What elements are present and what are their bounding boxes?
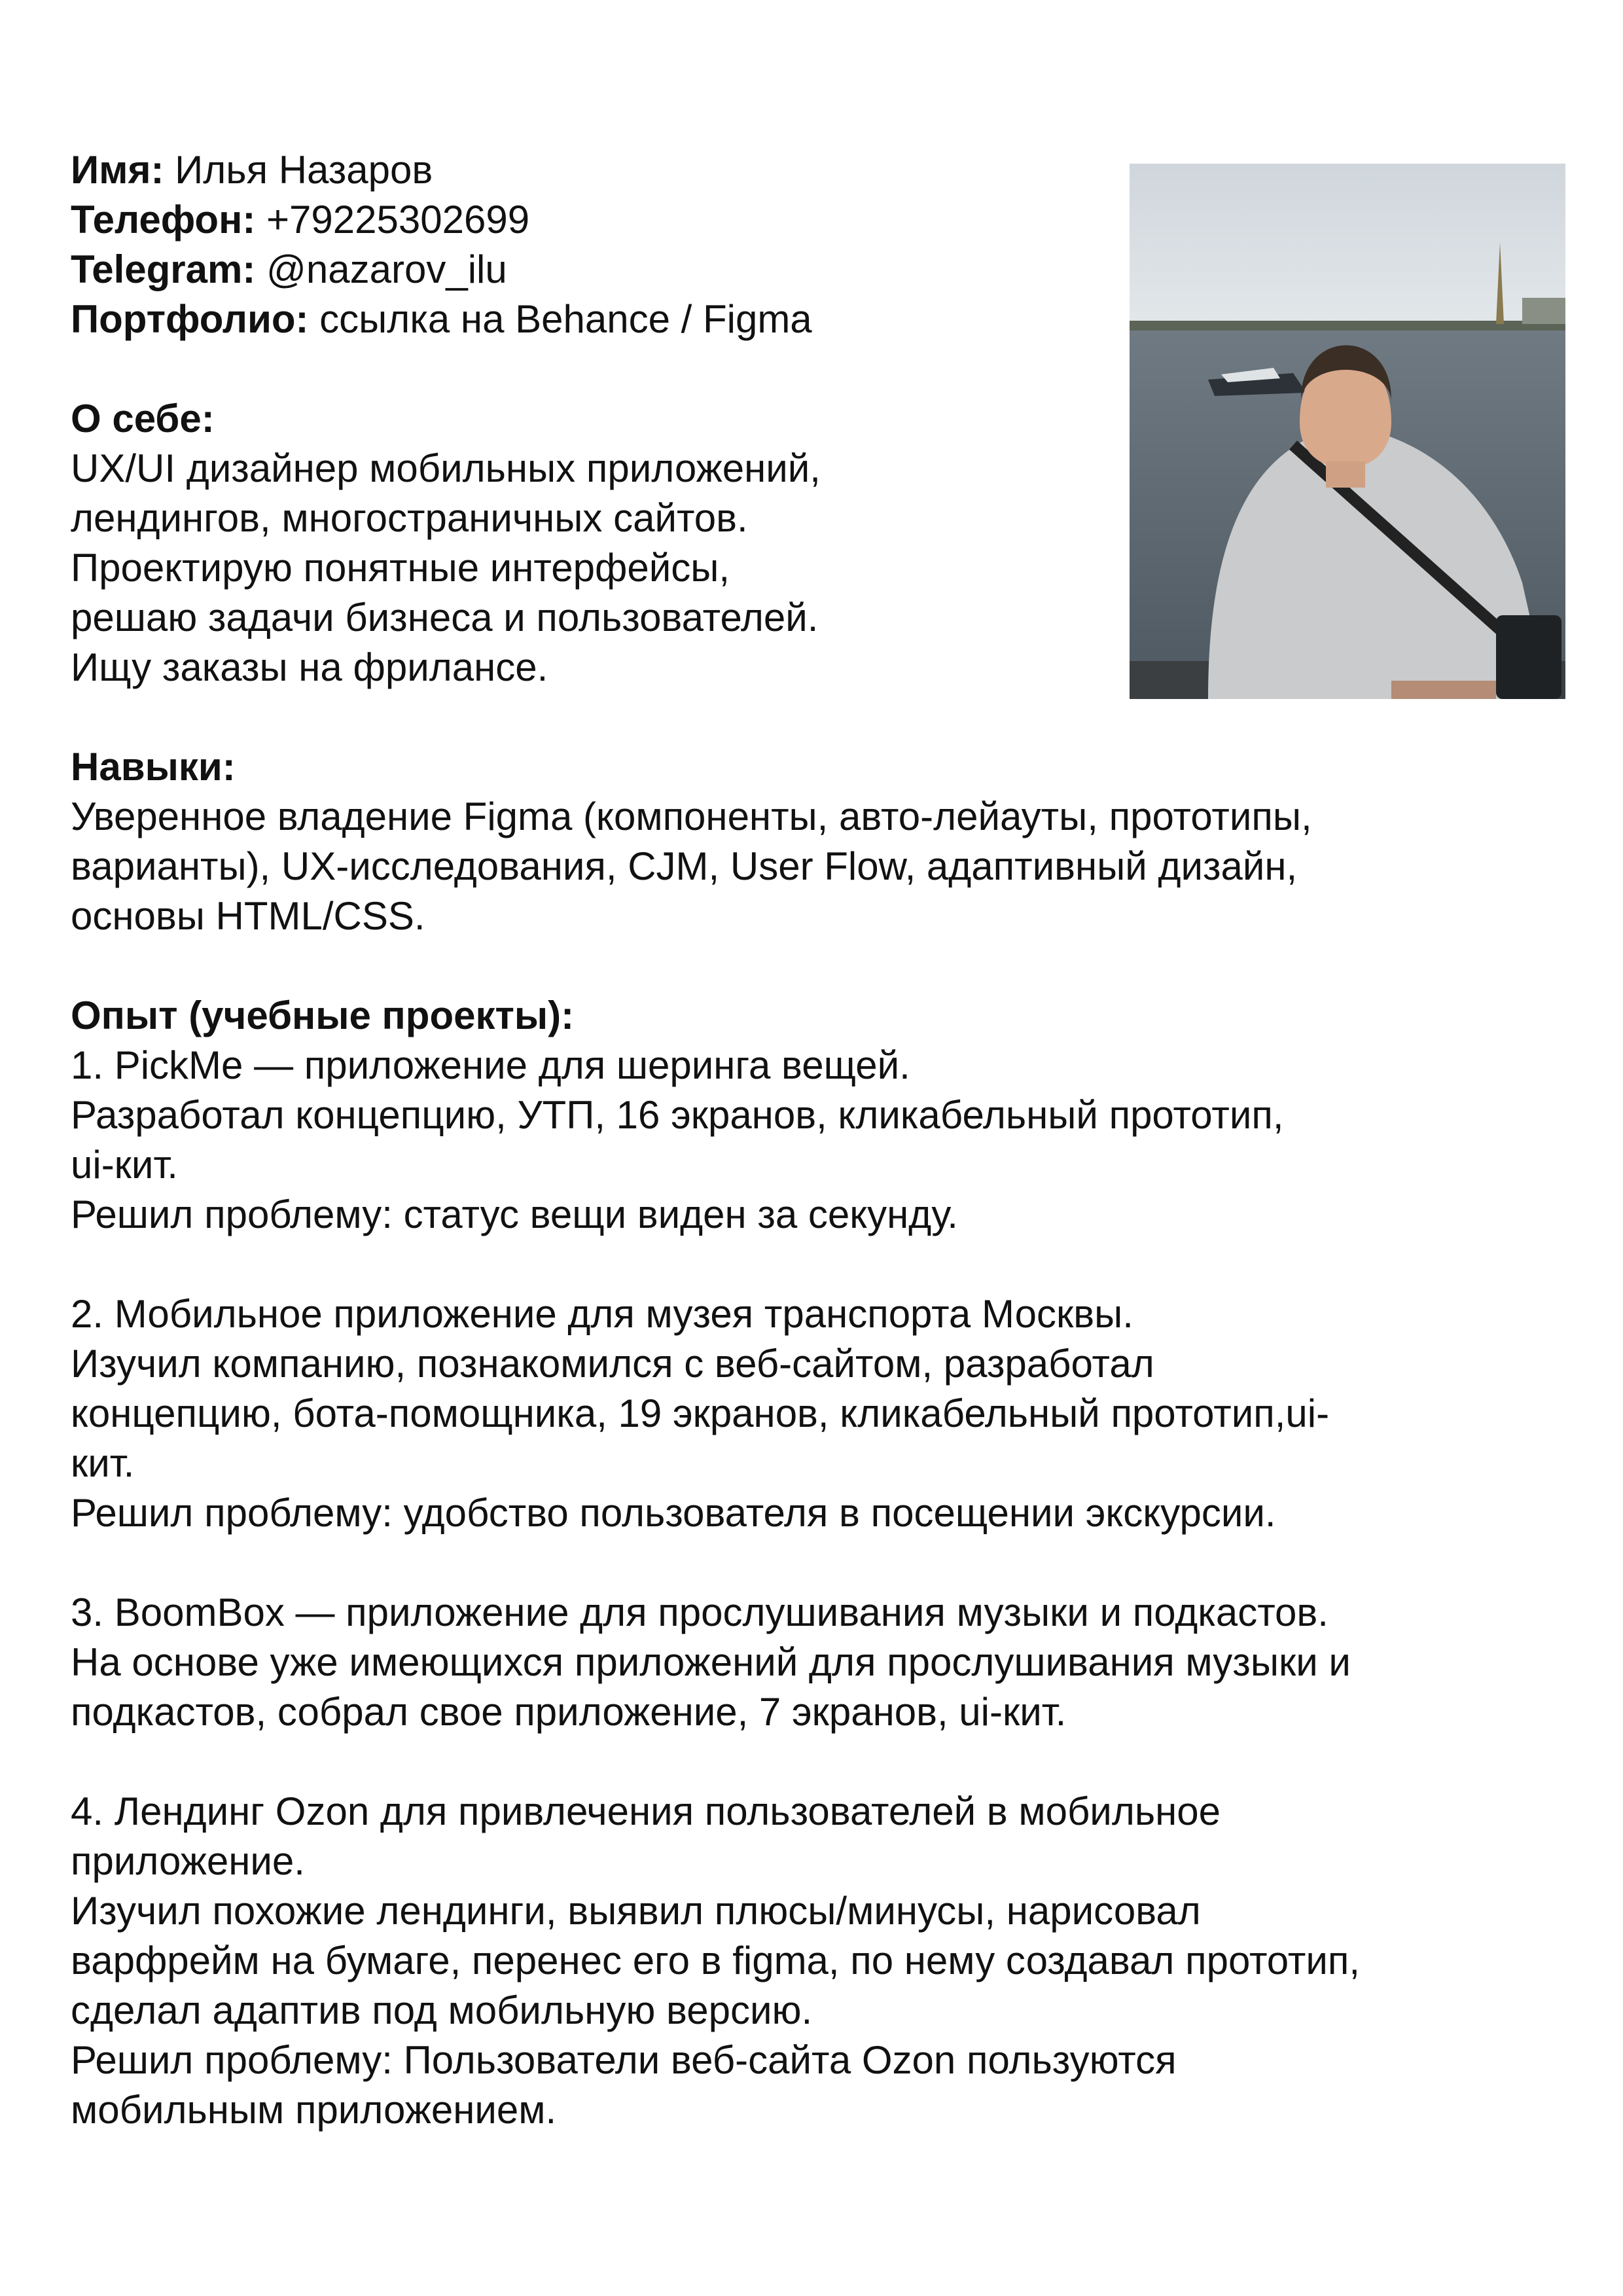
experience-heading: Опыт (учебные проекты): [71, 994, 575, 1037]
project-line: сделал адаптив под мобильную версию. [71, 1988, 813, 2032]
project-line: Изучил похожие лендинги, выявил плюсы/минусы, нарисовал [71, 1889, 1201, 1933]
portfolio-label: Портфолио: [71, 297, 309, 341]
skills-section [71, 742, 1563, 941]
name-label: Имя: [71, 148, 164, 192]
about-line: решаю задачи бизнеса и пользователей. [71, 596, 819, 639]
project-line: Решил проблему: Пользователи веб-сайта Ozon пользуются [71, 2038, 1177, 2082]
telegram-label: Telegram: [71, 247, 256, 291]
portfolio-value: ссылка на Behance / Figma [308, 297, 812, 341]
skills-line: варианты), UX-исследования, CJM, User Flow, адаптивный дизайн, [71, 844, 1298, 888]
project-line: подкастов, собрал свое приложение, 7 экранов, ui-кит. [71, 1690, 1067, 1734]
project-line: мобильным приложением. [71, 2088, 557, 2132]
project-line: Решил проблему: статус вещи виден за секунду. [71, 1193, 958, 1236]
project-line: Решил проблему: удобство пользователя в посещении экскурсии. [71, 1491, 1276, 1535]
about-line: Ищу заказы на фрилансе. [71, 645, 548, 689]
project-line: приложение. [71, 1839, 305, 1883]
project-line: ui-кит. [71, 1143, 178, 1187]
about-line: Проектирую понятные интерфейсы, [71, 546, 730, 590]
phone-value: +79225302699 [255, 198, 530, 242]
phone-label: Телефон: [71, 198, 256, 242]
experience-section [71, 991, 1563, 2135]
project-line: 3. BoomBox — приложение для прослушивания музыки и подкастов. [71, 1590, 1329, 1634]
about-line: лендингов, многостраничных сайтов. [71, 496, 748, 540]
project-line: 4. Лендинг Ozon для привлечения пользователей в мобильное [71, 1789, 1221, 1833]
project-item [71, 1041, 1563, 1240]
name-value: Илья Назаров [164, 148, 433, 192]
profile-photo [1130, 164, 1565, 699]
project-line: 1. PickMe — приложение для шеринга вещей. [71, 1043, 910, 1087]
project-line: 2. Мобильное приложение для музея транспорта Москвы. [71, 1292, 1133, 1336]
about-heading: О себе: [71, 397, 215, 440]
skills-line: основы HTML/CSS. [71, 894, 425, 938]
project-line: варфрейм на бумаге, перенес его в figma, по нему создавал прототип, [71, 1939, 1361, 1982]
project-line: Изучил компанию, познакомился с веб-сайтом, разработал [71, 1342, 1154, 1386]
project-item [71, 1289, 1563, 1538]
project-line: концепцию, бота-помощника, 19 экранов, кликабельный прототип,ui- [71, 1391, 1330, 1435]
about-line: UX/UI дизайнер мобильных приложений, [71, 446, 821, 490]
project-line: Разработал концепцию, УТП, 16 экранов, кликабельный прототип, [71, 1093, 1284, 1137]
skills-heading: Навыки: [71, 745, 236, 789]
telegram-value: @nazarov_ilu [255, 247, 507, 291]
project-line: кит. [71, 1441, 135, 1485]
project-item [71, 1588, 1563, 1737]
project-line: На основе уже имеющихся приложений для прослушивания музыки и [71, 1640, 1351, 1684]
skills-line: Уверенное владение Figma (компоненты, авто-лейауты, прототипы, [71, 795, 1312, 838]
project-item [71, 1787, 1563, 2135]
